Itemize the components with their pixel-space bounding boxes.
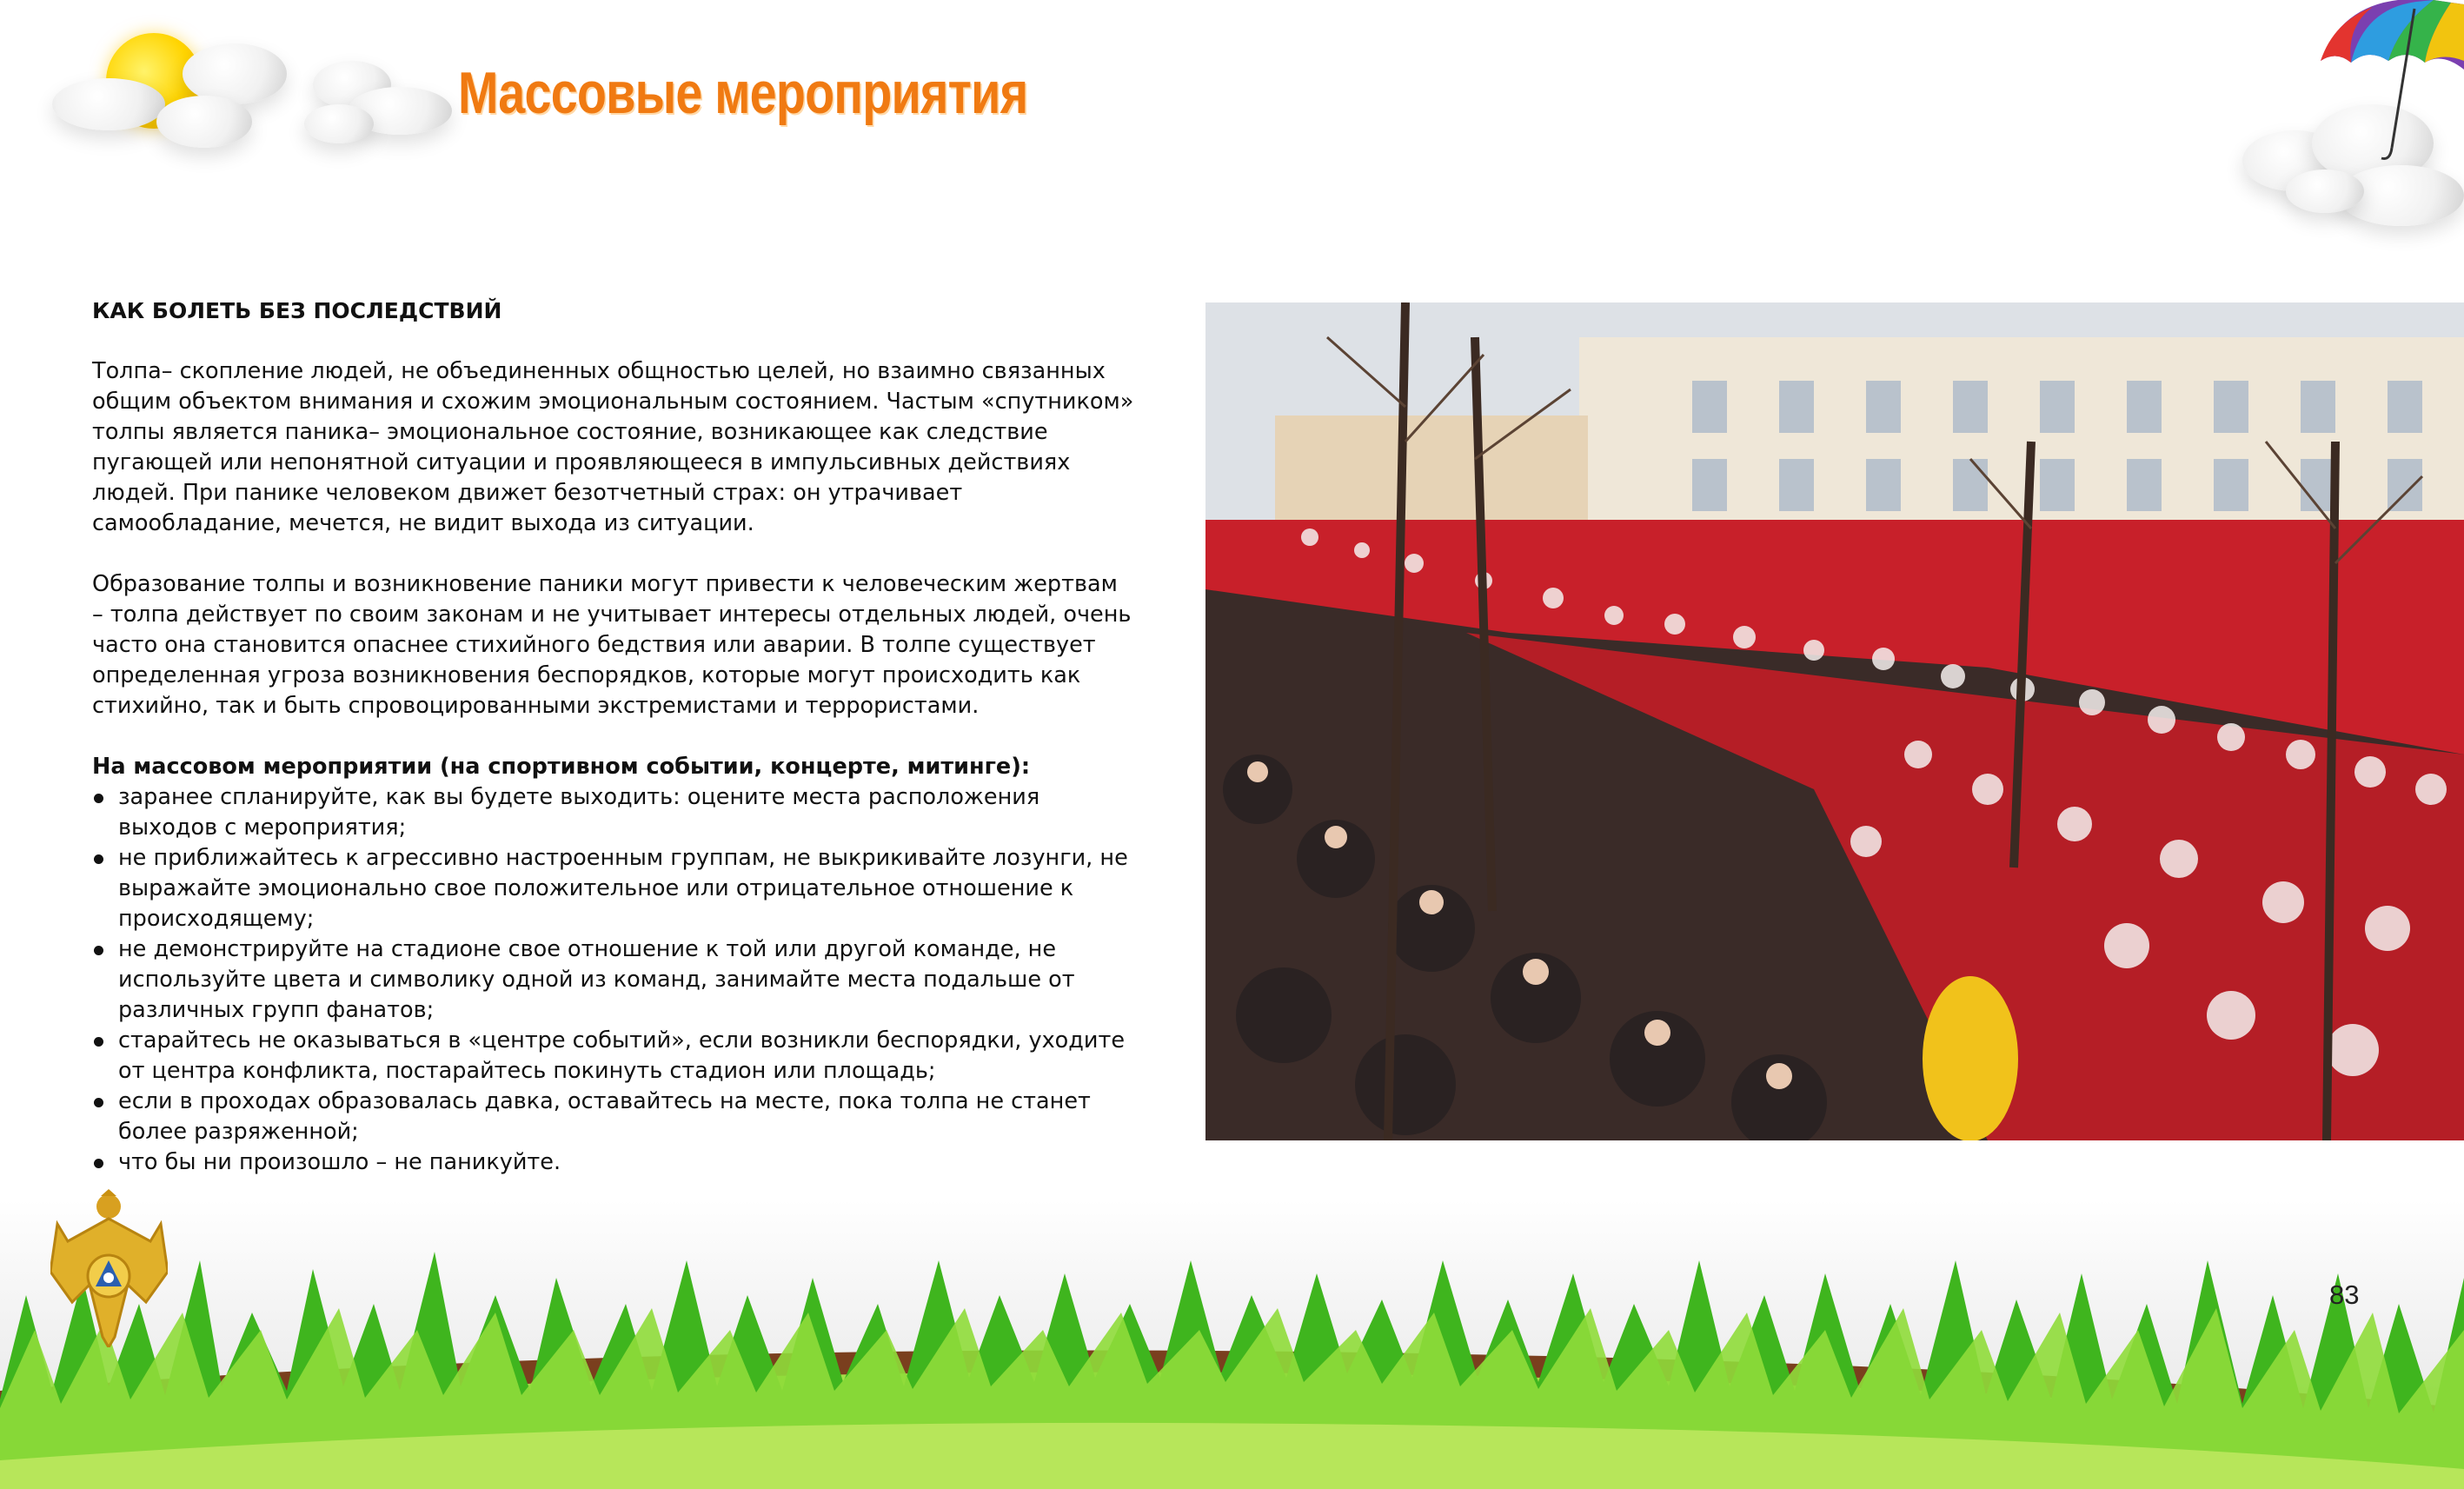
sun-clouds-decoration <box>52 17 461 174</box>
list-item: не приближайтесь к агрессивно настроенным группам, не выкрикивайте лозунги, не выражайте эмоционально свое положительное или отрицательное отношение к происходящему; <box>92 843 1135 934</box>
list-item: если в проходах образовалась давка, оставайтесь на месте, пока толпа не станет более разряженной; <box>92 1087 1135 1147</box>
section-heading: КАК БОЛЕТЬ БЕЗ ПОСЛЕДСТВИЙ <box>92 298 502 323</box>
crowd-photo <box>1205 302 2464 1140</box>
page-number: 83 <box>2329 1280 2360 1310</box>
grass-footer-decoration <box>0 1200 2464 1489</box>
paragraph-crowd-definition: Толпа– скопление людей, не объединенных общностью целей, но взаимно связанных общим объектом внимания и схожим эмоциональным состоянием. Частым «спутником» толпы является паника– эмоциональное состояние, возникающее как следствие пугающей или непонятной ситуации и проявляющееся в импульсивных действиях людей. При панике человеком движет безотчетный страх: он утрачивает самообладание, мечется, не видит выхода из ситуации. <box>92 358 1134 536</box>
list-item: старайтесь не оказываться в «центре событий», если возникли беспорядки, уходите от центра конфликта, постарайтесь покинуть стадион или площадь; <box>92 1026 1135 1087</box>
list-lead: На массовом мероприятии (на спортивном событии, концерте, митинге): <box>92 754 1031 780</box>
paragraph-crowd-danger: Образование толпы и возникновение паники могут привести к человеческим жертвам – толпа действует по своим законам и не учитывает интересы отдельных людей, очень часто она становится опаснее стихийного бедствия или аварии. В толпе существует определенная угроза возникновения беспорядков, которые могут происходить как стихийно, так и быть спровоцированными экстремистами и террористами. <box>92 571 1132 719</box>
article-text <box>92 296 1135 1178</box>
list-item: заранее спланируйте, как вы будете выходить: оцените места расположения выходов с мероприятия; <box>92 782 1135 843</box>
page-title: Массовые мероприятия <box>458 60 1028 126</box>
emergency-ministry-emblem <box>50 1189 168 1347</box>
umbrella-icon <box>2312 0 2464 174</box>
safety-tips-list <box>92 782 1135 1178</box>
list-item: не демонстрируйте на стадионе свое отношение к той или другой команде, не используйте цвета и символику одной из команд, занимайте места подальше от различных групп фанатов; <box>92 934 1135 1026</box>
list-item: что бы ни произошло – не паникуйте. <box>92 1147 1135 1178</box>
